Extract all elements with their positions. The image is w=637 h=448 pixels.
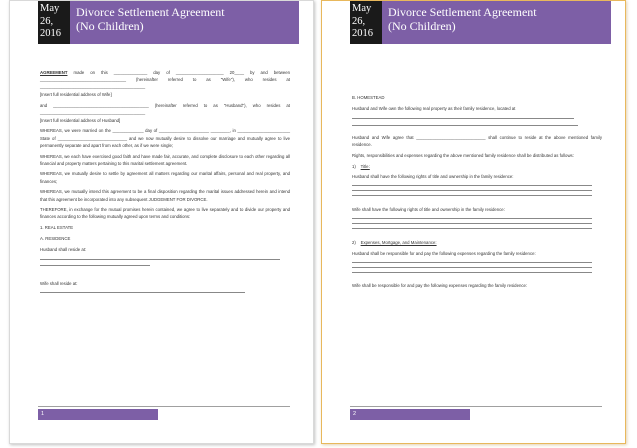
subsection-title — [352, 163, 602, 170]
page-number: 2 — [353, 411, 357, 417]
page-header — [350, 1, 611, 44]
date-year: 2016 — [40, 28, 61, 39]
wife-resides-label: Wife shall reside at: — [40, 280, 78, 286]
wife-expenses-paragraph: Wife shall be responsible for and pay the following expenses regarding the family residence: — [352, 283, 528, 289]
document-subtitle: (No Children) — [388, 19, 456, 33]
date-box — [350, 1, 382, 44]
wife-address-hint: [Insert full residential address of Wife] — [40, 92, 112, 98]
husband-residence-line — [40, 259, 280, 260]
section-real-estate: 1. REAL ESTATE — [40, 225, 74, 231]
title-box — [70, 1, 299, 44]
subsection-expenses — [352, 239, 602, 246]
husband-resides-label: Husband shall reside at: — [40, 246, 87, 252]
page-header — [38, 1, 299, 44]
date-year: 2016 — [352, 28, 373, 39]
husband-expenses-line-1 — [352, 262, 592, 263]
and-paragraph: and ________________________________________ (hereinafter referred to as "Husband"), who resides at ____________________________________________ — [40, 102, 290, 116]
rights-paragraph: Rights, responsibilities and expenses regarding the above mentioned family residence shall be distributed as follows: — [352, 153, 574, 158]
page-number: 1 — [41, 411, 45, 417]
page-number-bar — [350, 409, 470, 420]
footer-divider — [350, 406, 602, 407]
whereas-settle-paragraph: WHEREAS, we mutually desire to settle by agreement all matters regarding our marital affairs, personal and real property, and finances; — [40, 171, 290, 184]
document-page-1 — [9, 0, 314, 444]
husband-expenses-line-3 — [352, 272, 592, 273]
date-box — [38, 1, 70, 44]
husband-title-line-3 — [352, 195, 592, 196]
own-property-paragraph: Husband and Wife own the following real property as their family residence, located at — [352, 105, 516, 111]
document-subtitle: (No Children) — [76, 19, 144, 33]
agreement-paragraph — [40, 69, 290, 91]
whereas-final-paragraph: WHEREAS, we mutually intend this agreement to be a final disposition regarding the marital issues addressed herein and intend that this agreement be incorporated into any subsequent JUDGEMENT FOR DIVORCE. — [40, 189, 290, 202]
subsection-title-label: Title: — [360, 163, 370, 169]
subsection-number: 2) — [352, 240, 356, 246]
document-title: Divorce Settlement Agreement — [76, 5, 225, 19]
husband-address-hint: [Insert full residential address of Husband] — [40, 117, 121, 123]
wife-title-paragraph: Wife shall have the following rights of title and ownership in the family residence: — [352, 207, 505, 213]
husband-title-line-2 — [352, 190, 592, 191]
agreement-term: AGREEMENT — [40, 70, 68, 75]
agreement-text: made on this ______________ day of ____________________ 20____ by and between ____________________________________ (hereinafter referred to as "Wife"), who resides at ____________________________________________ — [40, 70, 290, 90]
title-box — [382, 1, 611, 44]
date-day: 26, — [352, 15, 366, 27]
document-page-2 — [321, 0, 626, 444]
page-body — [40, 69, 290, 297]
footer-divider — [38, 406, 290, 407]
wife-title-line-1 — [352, 218, 592, 219]
husband-title-line-1 — [352, 185, 592, 186]
subsection-number: 1) — [352, 163, 356, 169]
date-month: May — [352, 3, 372, 14]
property-address-line — [352, 118, 574, 119]
husband-residence-line-2 — [40, 265, 150, 266]
page-body — [352, 94, 602, 290]
agree-reside-paragraph: Husband and Wife agree that _____________________________ shall continue to reside at the above mentioned family residence. — [352, 135, 602, 148]
wife-residence-line — [40, 292, 245, 293]
wife-title-line-2 — [352, 223, 592, 224]
subsection-expenses-label: Expenses, Mortgage, and Maintenance: — [360, 240, 437, 246]
whereas-disclosure-paragraph: WHEREAS, we each have exercised good faith and have made fair, accurate, and complete disclosure to each other regarding all financial and property matters pertaining to this marital settlement agreement. — [40, 153, 290, 166]
therefore-paragraph: THEREFORE, in exchange for the mutual promises herein contained, we agree to live separately and to divide our property and finances according to the following mutually agreed upon terms and conditions: — [40, 207, 290, 220]
section-residence: A. RESIDENCE — [40, 235, 71, 241]
section-homestead: B. HOMESTEAD — [352, 95, 385, 100]
whereas-married-paragraph: WHEREAS, we were married on the _____________ day of _____________________ ________, in ______________________ State of _____________________________ and we now mutually desire to dissolve our marriage and mutually agree to live permanently separate and apart from each other, as if we were single; — [40, 128, 290, 148]
husband-title-paragraph: Husband shall have the following rights of title and ownership in the family residence: — [352, 174, 514, 180]
husband-expenses-line-2 — [352, 267, 592, 268]
document-title: Divorce Settlement Agreement — [388, 5, 537, 19]
husband-expenses-paragraph: Husband shall be responsible for and pay the following expenses regarding the family residence: — [352, 251, 536, 257]
date-day: 26, — [40, 15, 54, 27]
property-address-line-2 — [352, 125, 578, 126]
page-number-bar — [38, 409, 158, 420]
date-month: May — [40, 3, 60, 14]
wife-title-line-3 — [352, 228, 592, 229]
